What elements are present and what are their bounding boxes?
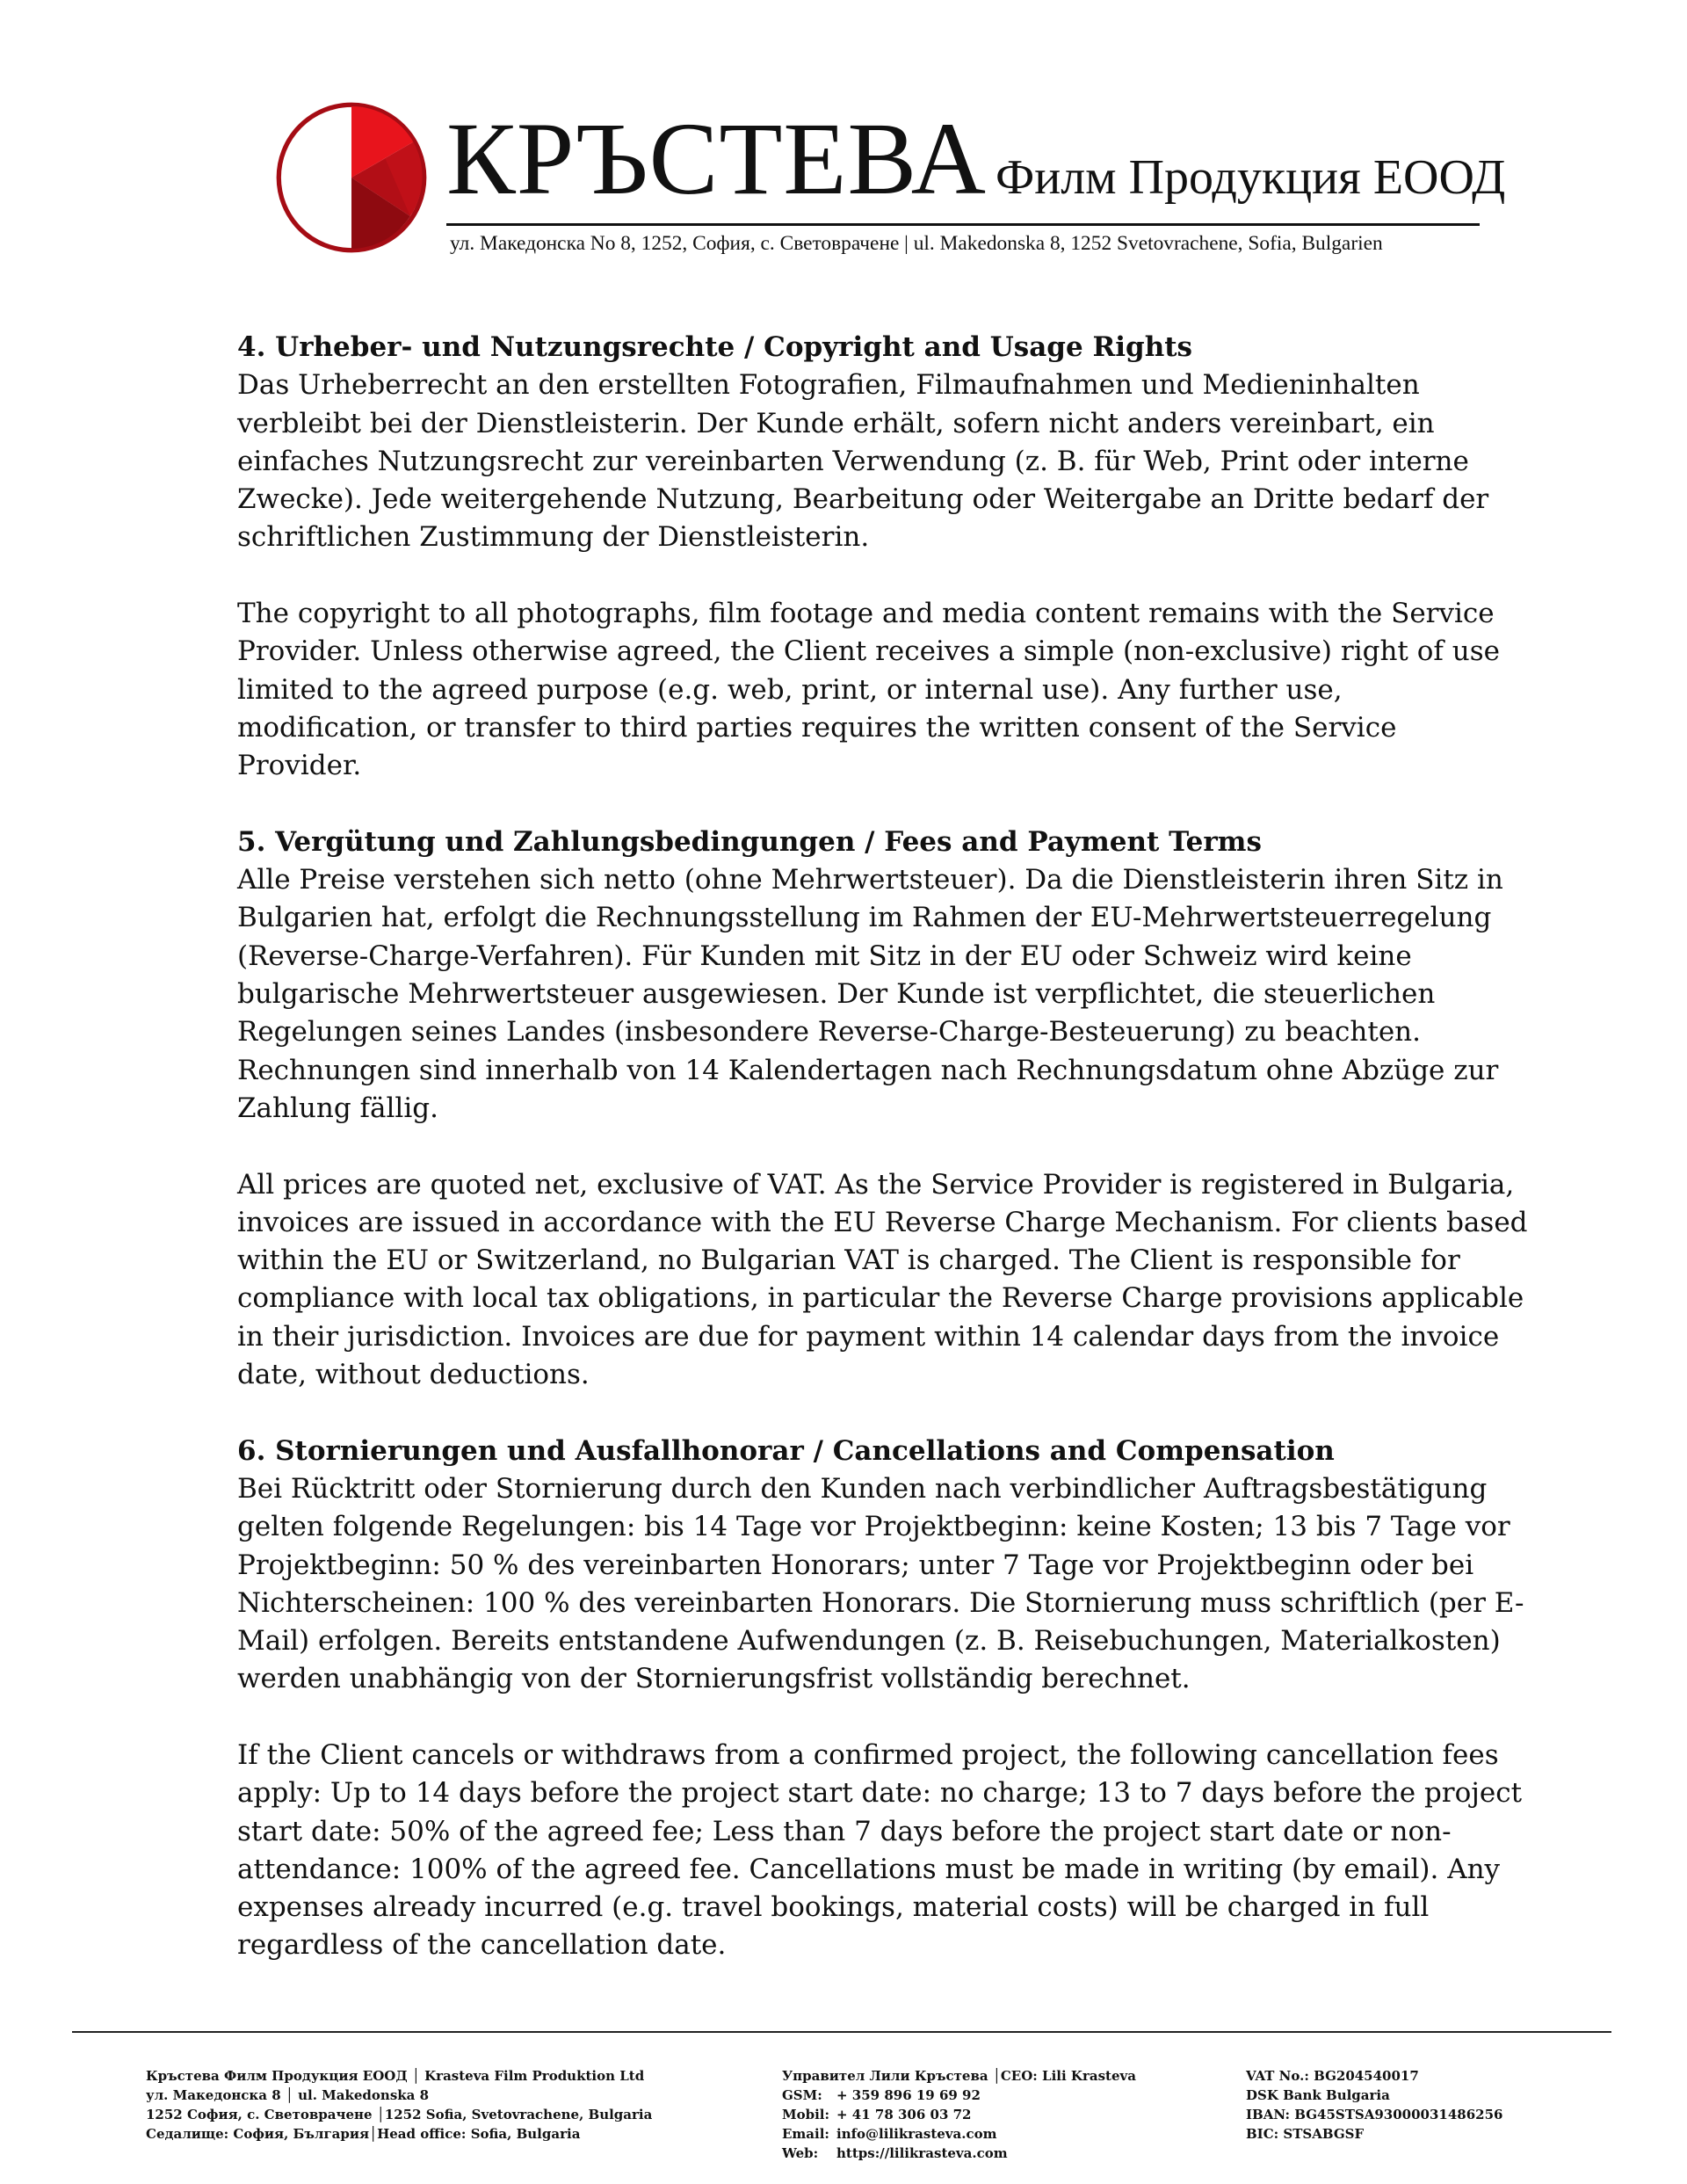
gsm-number[interactable]: + 359 896 19 69 92	[836, 2087, 981, 2103]
mobil-label: Mobil:	[782, 2107, 830, 2122]
paragraph-german: Bei Rücktritt oder Stornierung durch den Kunden nach verbindlicher Auftragsbestätigung gelten folgende Regelungen: bis 14 Tage vor Projektbeginn: keine Kosten; 13 bis 7 Tage vor Projektbeginn: 50 % des vereinbarten Honorars; unter 7 Tage vor Projektbeginn oder bei Nichterscheinen: 100 % des vereinbarten Honorars. Die Stornierung muss schriftlich (per E-Mail) erfolgen. Bereits entstandene Aufwendungen (z. B. Reisebuchungen, Materialkosten) werden unabhängig von der Stornierungsfrist vollständig berechnet.	[237, 1472, 1524, 1695]
footer-divider	[72, 2031, 1611, 2033]
section-copyright	[237, 329, 1529, 786]
footer-bank-name: DSK Bank Bulgaria	[1246, 2087, 1390, 2103]
paragraph-english: All prices are quoted net, exclusive of VAT. As the Service Provider is registered in Bulgaria, invoices are issued in accordance with the EU Reverse Charge Mechanism. For clients based within the EU or Switzerland, no Bulgarian VAT is charged. The Client is responsible for compliance with local tax obligations, in particular the Reverse Charge provisions applicable in their jurisdiction. Invoices are due for payment within 14 calendar days from the invoice date, without deductions.	[237, 1168, 1528, 1391]
footer-manager: Управител Лили Кръстева │CEO: Lili Krasteva	[782, 2068, 1136, 2084]
header-address: ул. Македонска No 8, 1252, София, с. Световрачене | ul. Makedonska 8, 1252 Svetovrachene, Sofia, Bulgarien	[450, 232, 1383, 255]
footer-mobil	[782, 2105, 1136, 2124]
footer-contact-info	[782, 2066, 1136, 2163]
header-divider	[446, 223, 1480, 226]
footer-head-office: Седалище: София, България│Head office: Sofia, Bulgaria	[146, 2126, 581, 2142]
footer-gsm	[782, 2086, 1136, 2105]
footer-email	[782, 2124, 1136, 2144]
footer-bic: BIC: STSABGSF	[1246, 2126, 1365, 2142]
section-cancellations	[237, 1433, 1529, 1965]
paragraph-english: If the Client cancels or withdraws from a confirmed project, the following cancellation fees apply: Up to 14 days before the project start date: no charge; 13 to 7 days before the project start date: 50% of the agreed fee; Less than 7 days before the project start date or non-attendance: 100% of the agreed fee. Cancellations must be made in writing (by email). Any expenses already incurred (e.g. travel bookings, material costs) will be charged in full regardless of the cancellation date.	[237, 1738, 1523, 1962]
footer-iban: IBAN: BG45STSA93000031486256	[1246, 2107, 1503, 2122]
section-heading: 5. Vergütung und Zahlungsbedingungen / Fees and Payment Terms	[237, 825, 1262, 858]
section-heading: 6. Stornierungen und Ausfallhonorar / Cancellations and Compensation	[237, 1434, 1335, 1467]
footer-company-info	[146, 2066, 652, 2144]
footer-street: ул. Македонска 8 │ ul. Makedonska 8	[146, 2087, 430, 2103]
mobil-number[interactable]: + 41 78 306 03 72	[836, 2107, 972, 2122]
email-link[interactable]: info@lilikrasteva.com	[836, 2126, 997, 2142]
footer-bank-info	[1246, 2066, 1503, 2144]
paragraph-english: The copyright to all photographs, film footage and media content remains with the Service Provider. Unless otherwise agreed, the Client receives a simple (non-exclusive) right of use limited to the agreed purpose (e.g. web, print, or internal use). Any further use, modification, or transfer to third parties requires the written consent of the Service Provider.	[237, 598, 1500, 782]
footer-vat: VAT No.: BG204540017	[1246, 2068, 1419, 2084]
brand-subtitle: Филм Продукция ЕООД	[996, 150, 1506, 205]
document-body	[237, 329, 1529, 1965]
web-label: Web:	[782, 2145, 819, 2161]
brand-name: КРЪСТЕВА	[446, 101, 987, 216]
section-fees	[237, 824, 1529, 1394]
footer-web	[782, 2144, 1136, 2163]
section-heading: 4. Urheber- und Nutzungsrechte / Copyright and Usage Rights	[237, 331, 1192, 363]
company-logo	[274, 100, 429, 255]
footer-city: 1252 София, с. Световрачене │1252 Sofia, Svetovrachene, Bulgaria	[146, 2107, 653, 2122]
web-link[interactable]: https://lilikrasteva.com	[836, 2145, 1008, 2161]
footer-company-name: Кръстева Филм Продукция ЕООД │ Krasteva Film Produktion Ltd	[146, 2068, 645, 2084]
gsm-label: GSM:	[782, 2087, 822, 2103]
brand-title	[446, 101, 1506, 216]
paragraph-german: Das Urheberrecht an den erstellten Fotografien, Filmaufnahmen und Medieninhalten verbleibt bei der Dienstleisterin. Der Kunde erhält, sofern nicht anders vereinbart, ein einfaches Nutzungsrecht zur vereinbarten Verwendung (z. B. für Web, Print oder interne Zwecke). Jede weitergehende Nutzung, Bearbeitung oder Weitergabe an Dritte bedarf der schriftlichen Zustimmung der Dienstleisterin.	[237, 369, 1489, 554]
paragraph-german: Alle Preise verstehen sich netto (ohne Mehrwertsteuer). Da die Dienstleisterin ihren Sitz in Bulgarien hat, erfolgt die Rechnungsstellung im Rahmen der EU-Mehrwertsteuerregelung (Reverse-Charge-Verfahren). Für Kunden mit Sitz in der EU oder Schweiz wird keine bulgarische Mehrwertsteuer ausgewiesen. Der Kunde ist verpflichtet, die steuerlichen Regelungen seines Landes (insbesondere Reverse-Charge-Besteuerung) zu beachten. Rechnungen sind innerhalb von 14 Kalendertagen nach Rechnungsdatum ohne Abzüge zur Zahlung fällig.	[237, 864, 1503, 1124]
email-label: Email:	[782, 2126, 829, 2142]
